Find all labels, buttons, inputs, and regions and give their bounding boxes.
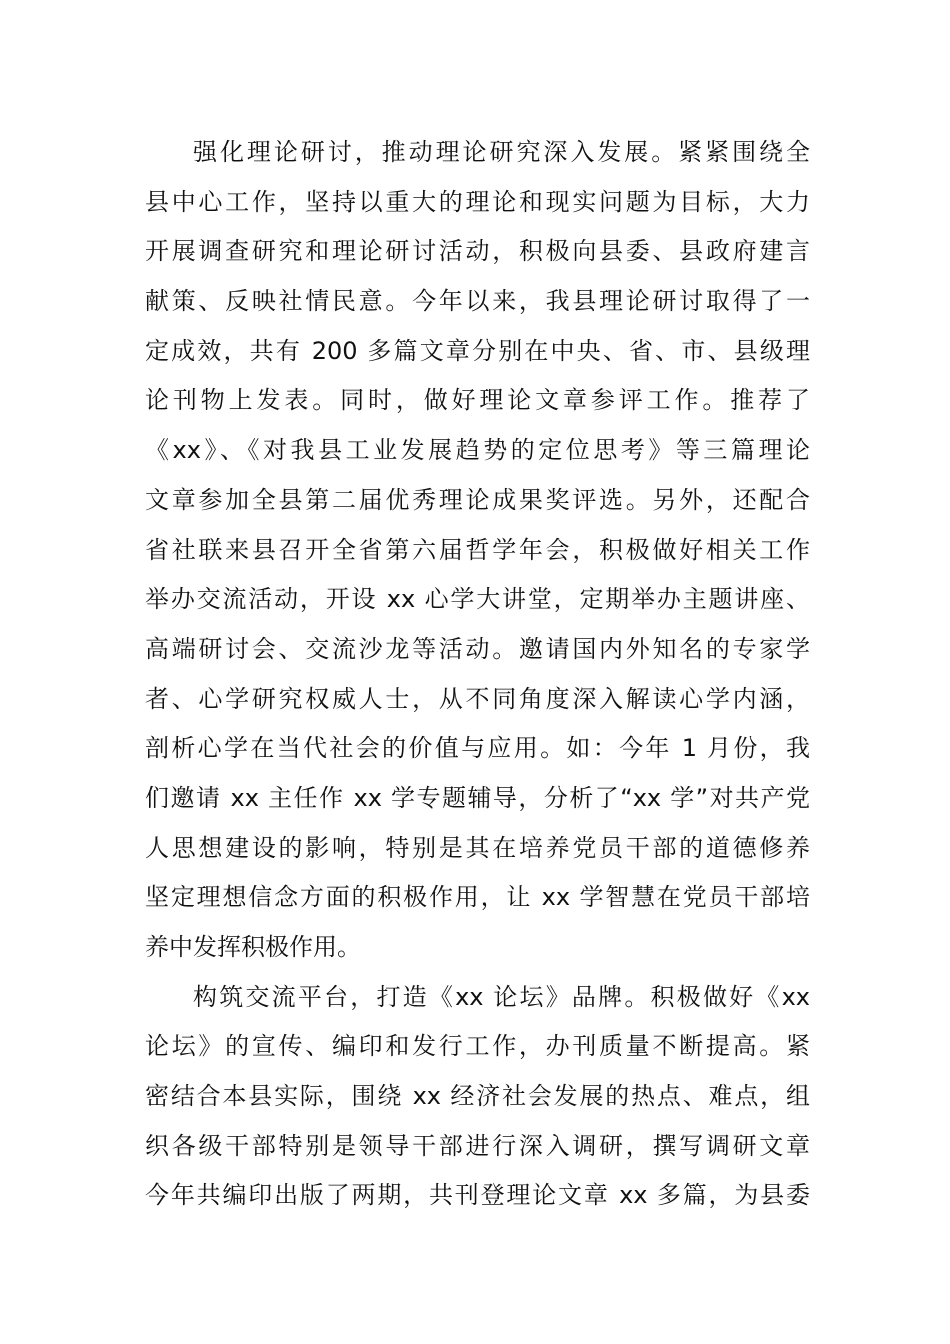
text-line: 织各级干部特别是领导干部进行深入调研，撰写调研文章 bbox=[145, 1131, 810, 1160]
text-line: 举办交流活动，开设 xx 心学大讲堂，定期举办主题讲座、 bbox=[145, 585, 810, 614]
text-line: 《xx》、《对我县工业发展趋势的定位思考》等三篇理论 bbox=[145, 436, 810, 465]
text-line: 密结合本县实际，围绕 xx 经济社会发展的热点、难点，组 bbox=[145, 1082, 810, 1111]
text-line: 定成效，共有 200 多篇文章分别在中央、省、市、县级理 bbox=[145, 336, 810, 365]
text-line: 者、心学研究权威人士，从不同角度深入解读心学内涵， bbox=[145, 684, 810, 713]
paragraph-first-line: 构筑交流平台，打造《xx 论坛》品牌。积极做好《xx bbox=[193, 982, 810, 1011]
text-line: 高端研讨会、交流沙龙等活动。邀请国内外知名的专家学 bbox=[145, 634, 810, 663]
text-line: 坚定理想信念方面的积极作用，让 xx 学智慧在党员干部培 bbox=[145, 883, 810, 912]
text-line: 人思想建设的影响，特别是其在培养党员干部的道德修养 bbox=[145, 833, 810, 862]
text-line: 今年共编印出版了两期，共刊登理论文章 xx 多篇，为县委 bbox=[145, 1181, 810, 1210]
paragraph-first-line: 强化理论研讨，推动理论研究深入发展。紧紧围绕全 bbox=[193, 138, 810, 166]
text-line: 县中心工作，坚持以重大的理论和现实问题为目标，大力 bbox=[145, 187, 810, 216]
text-line: 论刊物上发表。同时，做好理论文章参评工作。推荐了 bbox=[145, 386, 810, 415]
text-line: 论坛》的宣传、编印和发行工作，办刊质量不断提高。紧 bbox=[145, 1032, 810, 1061]
text-line: 开展调查研究和理论研讨活动，积极向县委、县政府建言 bbox=[145, 237, 810, 266]
text-line: 剖析心学在当代社会的价值与应用。如：今年 1 月份，我 bbox=[145, 734, 810, 763]
text-line: 文章参加全县第二届优秀理论成果奖评选。另外，还配合 bbox=[145, 485, 810, 514]
text-line: 们邀请 xx 主任作 xx 学专题辅导，分析了“xx 学”对共产党 bbox=[145, 783, 810, 812]
document-body bbox=[145, 128, 810, 1221]
text-line: 养中发挥积极作用。 bbox=[145, 933, 361, 961]
text-line: 省社联来县召开全省第六届哲学年会，积极做好相关工作 bbox=[145, 535, 810, 564]
text-line: 献策、反映社情民意。今年以来，我县理论研讨取得了一 bbox=[145, 287, 810, 316]
